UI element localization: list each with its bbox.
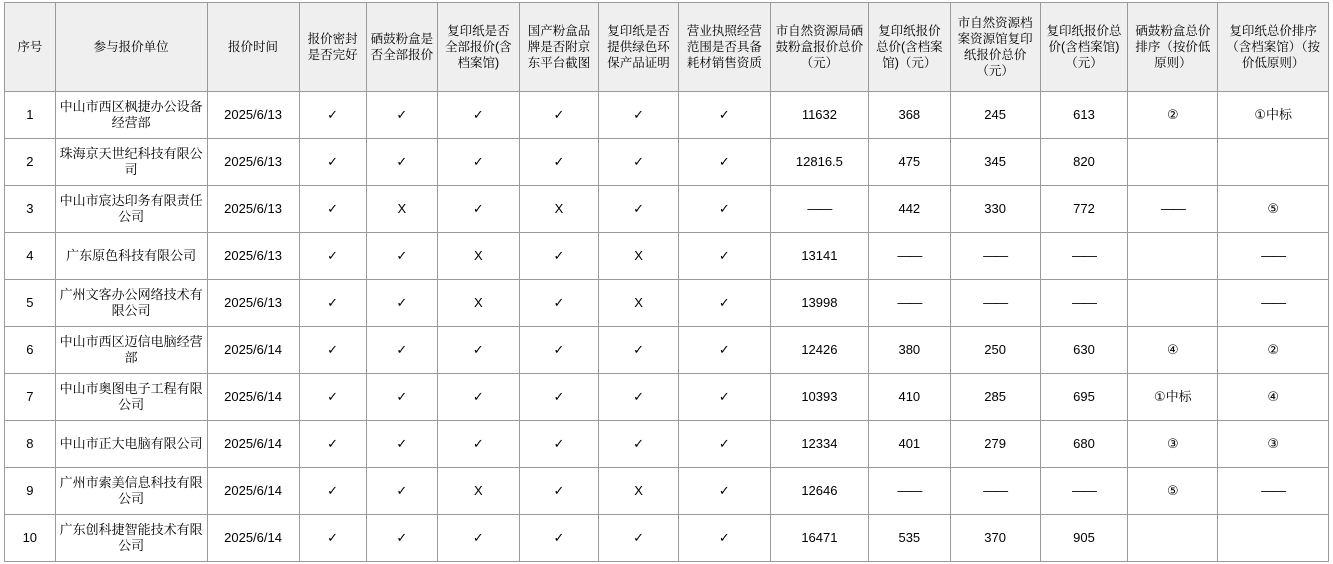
cell-toner_all: ✓ — [366, 468, 437, 515]
cell-paper_all: ✓ — [438, 186, 520, 233]
cell-domestic_jd: ✓ — [519, 421, 599, 468]
cell-toner_all: ✓ — [366, 327, 437, 374]
cell-date: 2025/6/13 — [207, 92, 299, 139]
cell-sealed: ✓ — [299, 139, 366, 186]
cell-license: ✓ — [678, 233, 770, 280]
cell-sealed: ✓ — [299, 421, 366, 468]
column-header-license: 营业执照经营范围是否具备耗材销售资质 — [678, 3, 770, 92]
cell-seq: 10 — [5, 515, 56, 562]
cell-domestic_jd: ✓ — [519, 515, 599, 562]
cell-domestic_jd: ✓ — [519, 327, 599, 374]
cell-toner_all: ✓ — [366, 280, 437, 327]
cell-paper_rank — [1218, 139, 1329, 186]
cell-sealed: ✓ — [299, 92, 366, 139]
cell-sealed: ✓ — [299, 280, 366, 327]
cell-toner_all: ✓ — [366, 374, 437, 421]
cell-date: 2025/6/14 — [207, 468, 299, 515]
cell-paper_green: ✓ — [599, 327, 679, 374]
cell-unit: 广东创科捷智能技术有限公司 — [55, 515, 207, 562]
cell-paper_total: 613 — [1040, 92, 1128, 139]
cell-paper_bureau: 410 — [869, 374, 951, 421]
cell-toner_total: 13998 — [770, 280, 868, 327]
cell-seq: 3 — [5, 186, 56, 233]
cell-toner_rank — [1128, 139, 1218, 186]
cell-paper_bureau: 475 — [869, 139, 951, 186]
cell-license: ✓ — [678, 468, 770, 515]
cell-paper_rank: ⑤ — [1218, 186, 1329, 233]
cell-toner_rank: ② — [1128, 92, 1218, 139]
cell-paper_bureau: —— — [869, 280, 951, 327]
cell-paper_archive: 285 — [950, 374, 1040, 421]
cell-seq: 6 — [5, 327, 56, 374]
cell-paper_rank — [1218, 515, 1329, 562]
cell-paper_all: ✓ — [438, 139, 520, 186]
cell-paper_bureau: 401 — [869, 421, 951, 468]
cell-seq: 8 — [5, 421, 56, 468]
cell-domestic_jd: ✓ — [519, 468, 599, 515]
cell-sealed: ✓ — [299, 233, 366, 280]
cell-toner_total: —— — [770, 186, 868, 233]
cell-paper_bureau: 368 — [869, 92, 951, 139]
cell-unit: 中山市西区迈信电脑经营部 — [55, 327, 207, 374]
table-header — [5, 3, 1329, 92]
column-header-paper_total: 复印纸报价总价(含档案馆)（元） — [1040, 3, 1128, 92]
cell-domestic_jd: ✓ — [519, 139, 599, 186]
cell-unit: 广州市索美信息科技有限公司 — [55, 468, 207, 515]
cell-date: 2025/6/14 — [207, 421, 299, 468]
cell-paper_archive: —— — [950, 233, 1040, 280]
cell-paper_total: —— — [1040, 233, 1128, 280]
table-row — [5, 186, 1329, 233]
cell-paper_total: 905 — [1040, 515, 1128, 562]
cell-unit: 中山市奥图电子工程有限公司 — [55, 374, 207, 421]
cell-seq: 5 — [5, 280, 56, 327]
column-header-paper_green: 复印纸是否提供绿色环保产品证明 — [599, 3, 679, 92]
cell-paper_green: X — [599, 468, 679, 515]
cell-paper_green: X — [599, 280, 679, 327]
cell-paper_archive: 250 — [950, 327, 1040, 374]
cell-toner_rank: —— — [1128, 186, 1218, 233]
cell-sealed: ✓ — [299, 515, 366, 562]
cell-toner_rank — [1128, 233, 1218, 280]
cell-domestic_jd: ✓ — [519, 374, 599, 421]
cell-date: 2025/6/13 — [207, 139, 299, 186]
cell-toner_rank: ③ — [1128, 421, 1218, 468]
cell-paper_all: ✓ — [438, 421, 520, 468]
table-row — [5, 374, 1329, 421]
cell-toner_total: 16471 — [770, 515, 868, 562]
cell-toner_all: ✓ — [366, 92, 437, 139]
cell-unit: 广州文客办公网络技术有限公司 — [55, 280, 207, 327]
column-header-paper_rank: 复印纸总价排序（含档案馆）（按价低原则） — [1218, 3, 1329, 92]
cell-paper_total: —— — [1040, 280, 1128, 327]
column-header-paper_archive: 市自然资源档案资源馆复印纸报价总价（元） — [950, 3, 1040, 92]
table-row — [5, 139, 1329, 186]
cell-license: ✓ — [678, 92, 770, 139]
column-header-domestic_jd: 国产粉盒品牌是否附京东平台截图 — [519, 3, 599, 92]
table-row — [5, 327, 1329, 374]
cell-toner_rank: ④ — [1128, 327, 1218, 374]
cell-seq: 7 — [5, 374, 56, 421]
cell-date: 2025/6/14 — [207, 327, 299, 374]
cell-domestic_jd: ✓ — [519, 92, 599, 139]
cell-license: ✓ — [678, 139, 770, 186]
table-row — [5, 233, 1329, 280]
cell-paper_green: ✓ — [599, 92, 679, 139]
cell-paper_green: ✓ — [599, 515, 679, 562]
cell-toner_total: 12646 — [770, 468, 868, 515]
cell-date: 2025/6/13 — [207, 186, 299, 233]
cell-domestic_jd: ✓ — [519, 280, 599, 327]
cell-date: 2025/6/14 — [207, 374, 299, 421]
cell-toner_all: ✓ — [366, 233, 437, 280]
cell-unit: 中山市宸达印务有限责任公司 — [55, 186, 207, 233]
cell-unit: 广东原色科技有限公司 — [55, 233, 207, 280]
cell-toner_all: X — [366, 186, 437, 233]
table-row — [5, 468, 1329, 515]
cell-license: ✓ — [678, 327, 770, 374]
cell-seq: 9 — [5, 468, 56, 515]
cell-date: 2025/6/14 — [207, 515, 299, 562]
cell-license: ✓ — [678, 280, 770, 327]
cell-paper_archive: 345 — [950, 139, 1040, 186]
cell-domestic_jd: ✓ — [519, 233, 599, 280]
table-row — [5, 92, 1329, 139]
column-header-paper_bureau: 复印纸报价总价(含档案馆)（元） — [869, 3, 951, 92]
cell-paper_total: —— — [1040, 468, 1128, 515]
cell-paper_all: X — [438, 280, 520, 327]
cell-paper_rank: ② — [1218, 327, 1329, 374]
cell-paper_total: 820 — [1040, 139, 1128, 186]
cell-sealed: ✓ — [299, 374, 366, 421]
cell-toner_total: 11632 — [770, 92, 868, 139]
cell-paper_all: X — [438, 468, 520, 515]
cell-paper_rank: ④ — [1218, 374, 1329, 421]
cell-unit: 中山市正大电脑有限公司 — [55, 421, 207, 468]
column-header-sealed: 报价密封是否完好 — [299, 3, 366, 92]
bid-comparison-table — [4, 2, 1329, 562]
cell-paper_rank: ①中标 — [1218, 92, 1329, 139]
cell-paper_all: ✓ — [438, 515, 520, 562]
cell-paper_bureau: 380 — [869, 327, 951, 374]
cell-paper_all: ✓ — [438, 374, 520, 421]
cell-seq: 1 — [5, 92, 56, 139]
column-header-toner_rank: 硒鼓粉盒总价排序（按价低原则） — [1128, 3, 1218, 92]
cell-toner_all: ✓ — [366, 421, 437, 468]
table-row — [5, 280, 1329, 327]
cell-paper_green: X — [599, 233, 679, 280]
cell-sealed: ✓ — [299, 327, 366, 374]
cell-paper_all: ✓ — [438, 92, 520, 139]
cell-paper_green: ✓ — [599, 374, 679, 421]
cell-paper_green: ✓ — [599, 139, 679, 186]
cell-paper_bureau: —— — [869, 233, 951, 280]
cell-paper_archive: 330 — [950, 186, 1040, 233]
cell-paper_rank: ③ — [1218, 421, 1329, 468]
cell-toner_rank: ⑤ — [1128, 468, 1218, 515]
column-header-date: 报价时间 — [207, 3, 299, 92]
table-header-row — [5, 3, 1329, 92]
cell-unit: 中山市西区枫捷办公设备经营部 — [55, 92, 207, 139]
cell-sealed: ✓ — [299, 186, 366, 233]
cell-paper_rank: —— — [1218, 468, 1329, 515]
cell-seq: 4 — [5, 233, 56, 280]
table-body — [5, 92, 1329, 562]
table-row — [5, 515, 1329, 562]
cell-paper_total: 772 — [1040, 186, 1128, 233]
cell-paper_bureau: 535 — [869, 515, 951, 562]
cell-paper_archive: 279 — [950, 421, 1040, 468]
cell-paper_all: ✓ — [438, 327, 520, 374]
cell-toner_total: 12426 — [770, 327, 868, 374]
cell-paper_total: 680 — [1040, 421, 1128, 468]
cell-license: ✓ — [678, 421, 770, 468]
table-row — [5, 421, 1329, 468]
cell-license: ✓ — [678, 515, 770, 562]
cell-paper_green: ✓ — [599, 421, 679, 468]
cell-toner_total: 10393 — [770, 374, 868, 421]
column-header-unit: 参与报价单位 — [55, 3, 207, 92]
column-header-toner_all: 硒鼓粉盒是否全部报价 — [366, 3, 437, 92]
cell-toner_rank — [1128, 280, 1218, 327]
cell-date: 2025/6/13 — [207, 280, 299, 327]
cell-date: 2025/6/13 — [207, 233, 299, 280]
cell-paper_archive: —— — [950, 468, 1040, 515]
cell-paper_total: 695 — [1040, 374, 1128, 421]
cell-toner_rank — [1128, 515, 1218, 562]
cell-paper_green: ✓ — [599, 186, 679, 233]
column-header-seq: 序号 — [5, 3, 56, 92]
cell-toner_total: 13141 — [770, 233, 868, 280]
cell-license: ✓ — [678, 186, 770, 233]
cell-paper_rank: —— — [1218, 233, 1329, 280]
cell-domestic_jd: X — [519, 186, 599, 233]
cell-paper_rank: —— — [1218, 280, 1329, 327]
cell-paper_archive: —— — [950, 280, 1040, 327]
cell-toner_all: ✓ — [366, 139, 437, 186]
column-header-toner_total: 市自然资源局硒鼓粉盒报价总价（元） — [770, 3, 868, 92]
cell-paper_archive: 370 — [950, 515, 1040, 562]
cell-license: ✓ — [678, 374, 770, 421]
cell-paper_archive: 245 — [950, 92, 1040, 139]
cell-seq: 2 — [5, 139, 56, 186]
cell-paper_bureau: 442 — [869, 186, 951, 233]
cell-unit: 珠海京天世纪科技有限公司 — [55, 139, 207, 186]
cell-toner_total: 12334 — [770, 421, 868, 468]
cell-paper_bureau: —— — [869, 468, 951, 515]
cell-paper_all: X — [438, 233, 520, 280]
cell-toner_all: ✓ — [366, 515, 437, 562]
cell-sealed: ✓ — [299, 468, 366, 515]
column-header-paper_all: 复印纸是否全部报价(含档案馆) — [438, 3, 520, 92]
cell-toner_rank: ①中标 — [1128, 374, 1218, 421]
cell-toner_total: 12816.5 — [770, 139, 868, 186]
cell-paper_total: 630 — [1040, 327, 1128, 374]
